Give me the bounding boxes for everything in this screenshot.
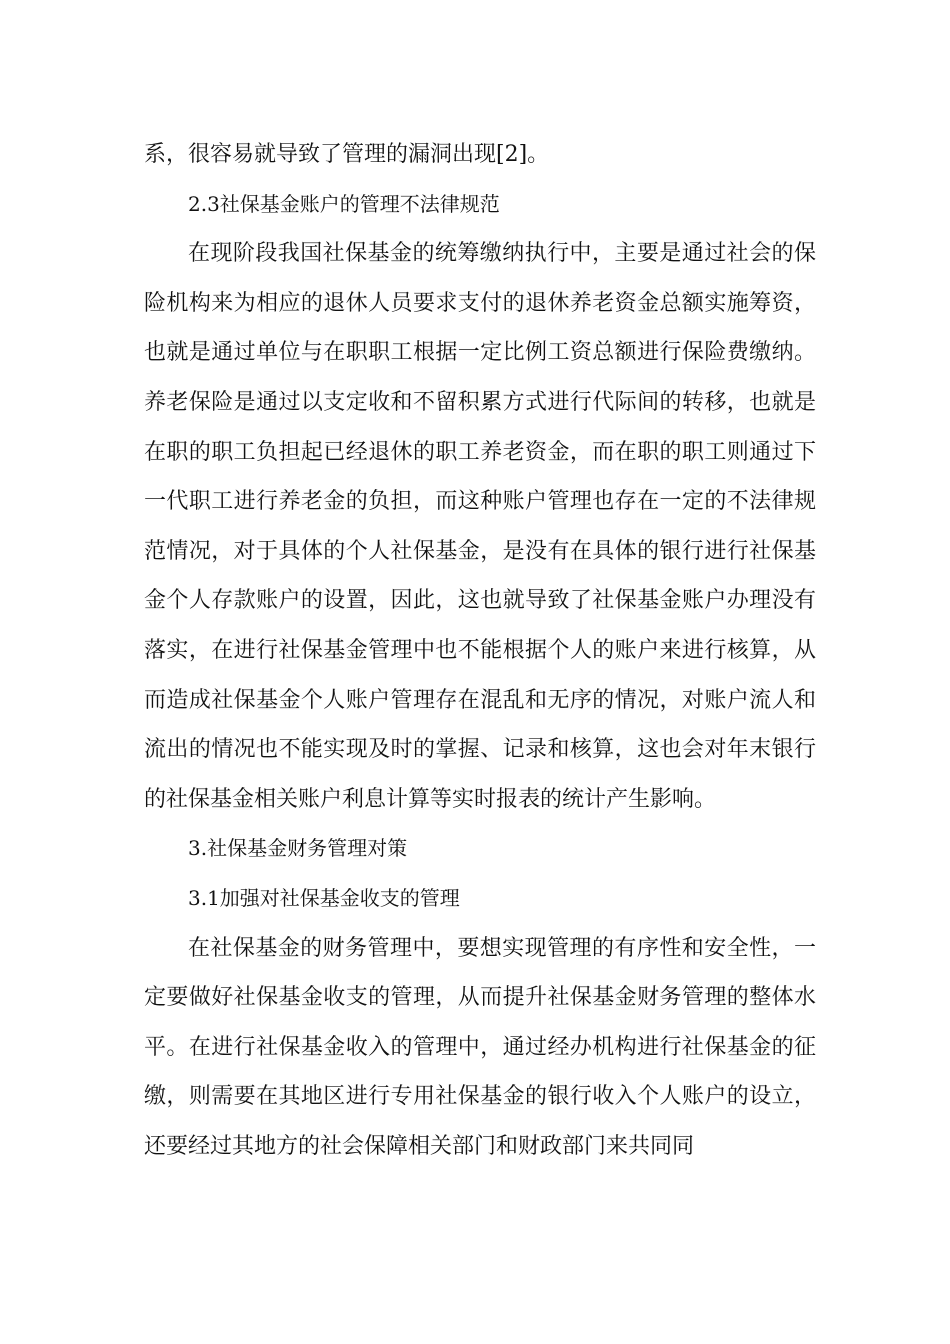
- paragraph-account-management: 在现阶段我国社保基金的统筹缴纳执行中，主要是通过社会的保险机构来为相应的退休人员要求支付的退休养老资金总额实施筹资，也就是通过单位与在职职工根据一定比例工资总额进行保险费缴纳。养老保险是通过以支定收和不留积累方式进行代际间的转移，也就是在职的职工负担起已经退休的职工养老资金，而在职的职工则通过下一代职工进行养老金的负担，而这种账户管理也存在一定的不法律规范情况，对于具体的个人社保基金，是没有在具体的银行进行社保基金个人存款账户的设置，因此，这也就导致了社保基金账户办理没有落实，在进行社保基金管理中也不能根据个人的账户来进行核算，从而造成社保基金个人账户管理存在混乱和无序的情况，对账户流人和流出的情况也不能实现及时的掌握、记录和核算，这也会对年末银行的社保基金相关账户利息计算等实时报表的统计产生影响。: [144, 241, 816, 812]
- document-body: [144, 130, 816, 1171]
- section-heading-3-1: 3.1加强对社保基金收支的管理: [188, 885, 460, 910]
- section-heading-3: 3.社保基金财务管理对策: [188, 836, 408, 861]
- paragraph-continued: 系，很容易就导致了管理的漏洞出现[2]。: [144, 142, 550, 167]
- section-heading-2-3: 2.3社保基金账户的管理不法律规范: [188, 191, 500, 216]
- paragraph-income-expense-management: 在社保基金的财务管理中，要想实现管理的有序性和安全性，一定要做好社保基金收支的管理，从而提升社保基金财务管理的整体水平。在进行社保基金收入的管理中，通过经办机构进行社保基金的征缴，则需要在其地区进行专用社保基金的银行收入个人账户的设立，还要经过其地方的社会保障相关部门和财政部门来共同同: [144, 935, 816, 1159]
